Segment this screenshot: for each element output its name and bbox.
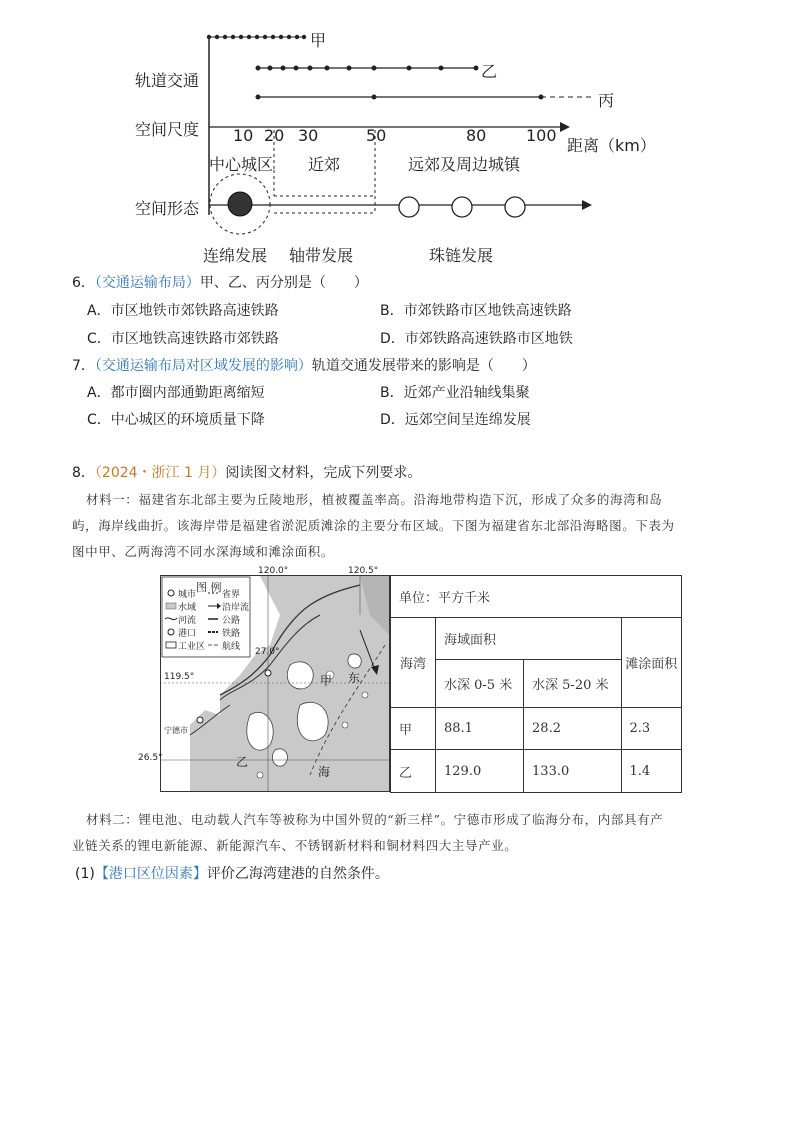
table-header-depth1: 水深 0-5 米 <box>436 660 524 708</box>
question-tag: （交通运输布局对区域发展的影响） <box>94 358 312 374</box>
central-city-dot <box>228 192 252 216</box>
question-stem: 阅读图文材料，完成下列要求。 <box>225 465 422 481</box>
table-row <box>391 708 682 750</box>
coastal-map <box>138 566 390 792</box>
latitude-label: 27.0° <box>255 647 280 657</box>
scale-tick: 50 <box>366 126 387 145</box>
legend-item: 公路 <box>222 616 241 626</box>
legend-item: 水域 <box>178 603 197 613</box>
zone-label: 中心城区 <box>209 155 274 174</box>
sub-question-1 <box>75 863 389 883</box>
material-1-line: 屿，海岸线曲折。该海岸带是福建省淤泥质滩涂的主要分布区域。下图为福建省东北部沿海略图。下表为 <box>72 518 675 533</box>
question-tag: （交通运输布局） <box>94 275 200 291</box>
material-1-line: 图中甲、乙两海湾不同水深海域和滩涂面积。 <box>72 544 335 559</box>
option-a: A．都市圈内部通勤距离缩短 <box>87 385 265 401</box>
distance-label: 距离（km） <box>567 136 656 155</box>
scale-tick: 20 <box>264 126 285 145</box>
legend-item: 铁路 <box>222 629 241 639</box>
table-header-bay: 海湾 <box>391 618 436 708</box>
legend-item: 工业区 <box>178 642 206 652</box>
legend-item: 省界 <box>222 590 241 600</box>
legend-item: 沿岸流 <box>222 603 250 613</box>
longitude-label: 120.5° <box>348 566 379 576</box>
legend-item: 航线 <box>222 642 241 652</box>
table-cell-tidal: 1.4 <box>621 750 681 793</box>
legend-item: 河流 <box>178 616 197 626</box>
table-cell-depth2: 28.2 <box>524 708 621 750</box>
table-header-sea-area: 海域面积 <box>436 618 622 660</box>
zone-label: 远郊及周边城镇 <box>408 155 521 174</box>
legend-title: 图 例 <box>196 581 222 594</box>
option-d: D．远郊空间呈连绵发展 <box>380 412 531 428</box>
table-header-depth2: 水深 5-20 米 <box>524 660 621 708</box>
bay-label-jia: 甲 <box>320 674 333 688</box>
table-cell-depth1: 88.1 <box>436 708 524 750</box>
scale-tick: 30 <box>298 126 319 145</box>
longitude-label: 119.5° <box>164 672 195 682</box>
option-c: C．市区地铁高速铁路市郊铁路 <box>87 331 279 347</box>
option-b: B．近郊产业沿轴线集聚 <box>380 385 530 401</box>
option-c: C．中心城区的环境质量下降 <box>87 412 265 428</box>
zone-label: 近郊 <box>308 155 341 174</box>
table-cell-tidal: 2.3 <box>621 708 681 750</box>
scale-tick: 10 <box>233 126 254 145</box>
line-label-jia: 甲 <box>310 31 327 50</box>
line-label-bing: 丙 <box>598 91 615 110</box>
city-label-ningde: 宁德市 <box>164 726 188 735</box>
table-unit: 单位：平方千米 <box>391 576 682 618</box>
material-1-line: 材料一：福建省东北部主要为丘陵地形，植被覆盖率高。沿海地带构造下沉，形成了众多的海湾和岛 <box>86 492 663 507</box>
material-2-line: 业链关系的锂电新能源、新能源汽车、不锈钢新材料和铜材料四大主导产业。 <box>72 838 518 853</box>
scale-tick: 100 <box>526 126 557 145</box>
table-cell-bay: 乙 <box>391 750 436 793</box>
diagram-graphics <box>0 0 794 270</box>
row-label-rail: 轨道交通 <box>135 71 200 90</box>
sea-label-hai: 海 <box>318 765 331 779</box>
legend-item: 城市 <box>178 590 197 600</box>
scale-tick: 80 <box>466 126 487 145</box>
material-2-line: 材料二：锂电池、电动载人汽车等被称为中国外贸的“新三样”。宁德市形成了临海分布，内部具有产 <box>86 812 664 827</box>
legend-item: 港口 <box>178 629 197 639</box>
row-label-form: 空间形态 <box>135 199 200 218</box>
line-label-yi: 乙 <box>481 62 498 81</box>
table-row <box>391 750 682 793</box>
sub-question-number: (1) <box>75 866 95 882</box>
bay-label-yi: 乙 <box>236 755 249 769</box>
option-a: A．市区地铁市郊铁路高速铁路 <box>87 303 279 319</box>
longitude-label: 120.0° <box>258 566 289 576</box>
question-8 <box>72 462 421 482</box>
question-number: 6． <box>72 275 95 291</box>
table-cell-depth1: 129.0 <box>436 750 524 793</box>
town-circle <box>505 197 525 217</box>
town-circle <box>452 197 472 217</box>
question-number: 7． <box>72 358 95 374</box>
table-cell-bay: 甲 <box>391 708 436 750</box>
table-cell-depth2: 133.0 <box>524 750 621 793</box>
option-d: D．市郊铁路高速铁路市区地铁 <box>380 331 573 347</box>
pattern-label: 珠链发展 <box>429 246 494 265</box>
question-stem: 轨道交通发展带来的影响是（ ） <box>311 358 536 374</box>
option-b: B．市郊铁路市区地铁高速铁路 <box>380 303 572 319</box>
question-6 <box>72 272 368 292</box>
latitude-label: 26.5° <box>138 753 163 763</box>
sea-label-dong: 东 <box>348 671 361 685</box>
question-7 <box>72 355 536 375</box>
row-label-scale: 空间尺度 <box>135 120 200 139</box>
question-number: 8． <box>72 465 95 481</box>
sub-question-tag: 【港口区位因素】 <box>94 866 207 882</box>
question-stem: 甲、乙、丙分别是（ ） <box>199 275 368 291</box>
pattern-label: 连绵发展 <box>203 246 268 265</box>
bay-area-table <box>390 575 682 793</box>
sub-question-text: 评价乙海湾建港的自然条件。 <box>206 866 389 882</box>
town-circle <box>399 197 419 217</box>
question-tag: （2024・浙江 1 月） <box>94 465 226 481</box>
table-header-tidal: 滩涂面积 <box>621 618 681 708</box>
pattern-label: 轴带发展 <box>289 246 354 265</box>
